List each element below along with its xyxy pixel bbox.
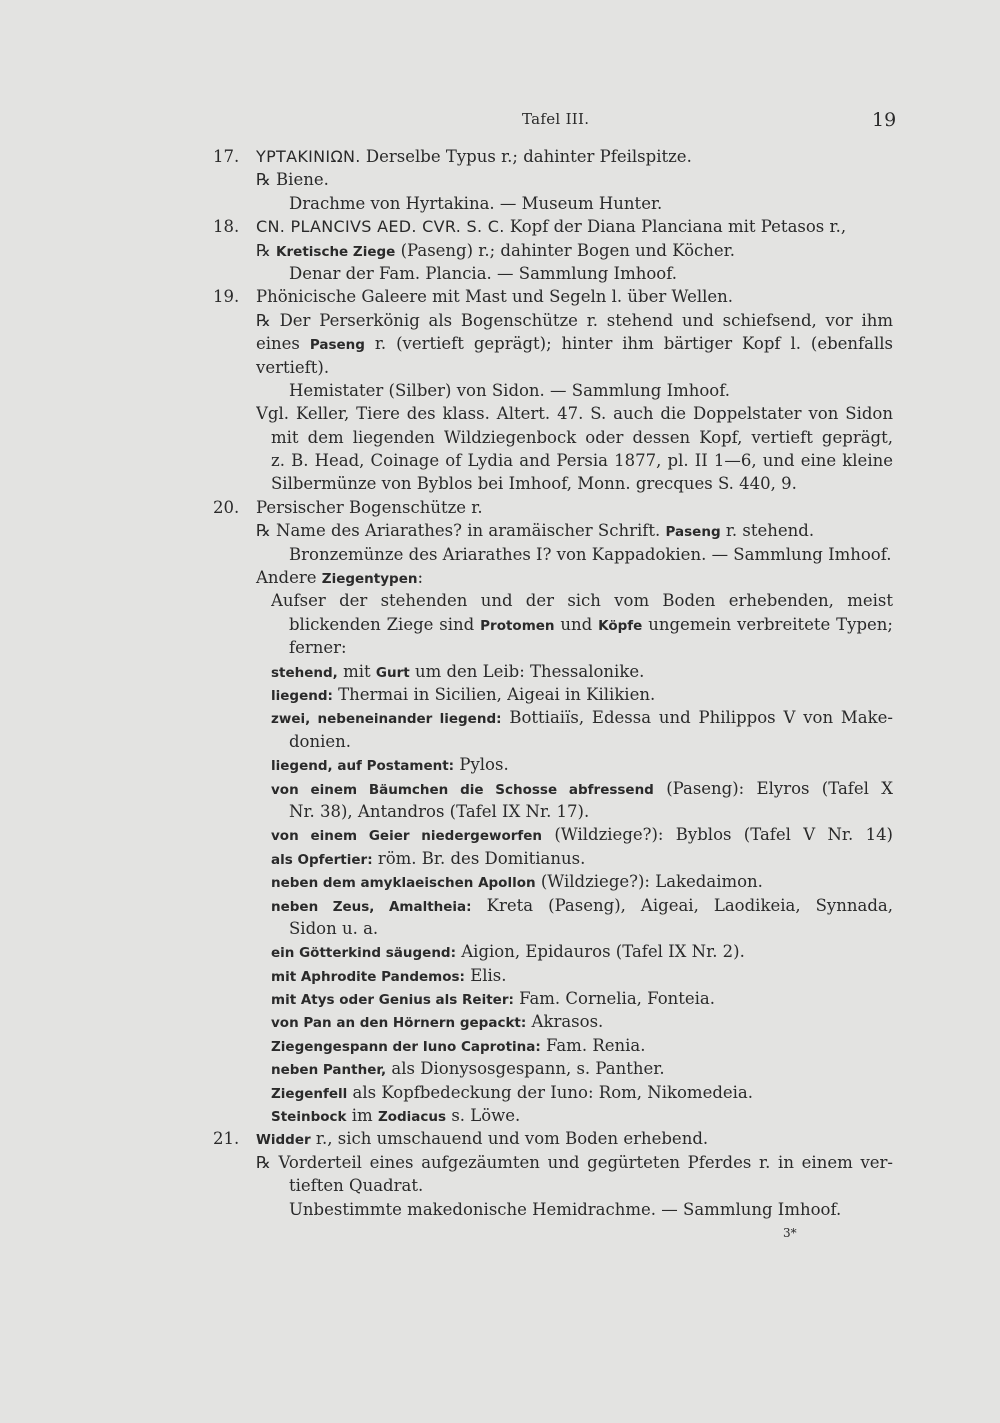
obverse-description: r., sich umschauend und vom Boden erhebend. bbox=[315, 1129, 709, 1149]
text-run: ungemein verbreitete Typen; bbox=[648, 614, 893, 634]
text-run: vertieft). bbox=[256, 357, 330, 377]
text-run: s. Löwe. bbox=[451, 1106, 521, 1126]
reference-line bbox=[213, 472, 903, 495]
obverse-description: Derselbe Typus r.; dahinter Pfeilspitze. bbox=[365, 147, 692, 166]
entry-number: 18. bbox=[213, 217, 240, 237]
keyword: stehend, bbox=[271, 664, 338, 681]
reference-line: Vgl. Keller, Tiere des klass. Altert. 47. S. auch die Doppelstater von Sidon bbox=[256, 404, 893, 424]
type-item-continuation bbox=[213, 917, 903, 940]
text-run: als Kopfbedeckung der Iuno: Rom, Nikomedeia. bbox=[352, 1082, 754, 1102]
page-number: 19 bbox=[872, 109, 897, 131]
text-run: Nr. 38), Antandros (Tafel IX Nr. 17). bbox=[289, 801, 590, 821]
type-item bbox=[213, 1057, 903, 1080]
entry-21-reverse-line: ℞ Vorderteil eines aufgezäumten und gegürteten Pferdes r. in einem ver- bbox=[256, 1152, 893, 1172]
text-run: als Dionysosgespann, s. Panther. bbox=[391, 1059, 665, 1079]
text-run: r. (vertieft geprägt); hinter ihm bärtiger Kopf l. (ebenfalls bbox=[374, 334, 893, 354]
text-run: Akrasos. bbox=[531, 1012, 604, 1032]
text-run: Aigion, Epidauros (Tafel IX Nr. 2). bbox=[461, 942, 745, 962]
text-run: eines bbox=[256, 334, 300, 354]
entry-19-attribution bbox=[213, 379, 903, 402]
text-run: Sidon u. a. bbox=[289, 918, 379, 938]
text-run: Kreta (Paseng), Aigeai, Laodikeia, Synnada, bbox=[486, 895, 893, 915]
text-run: (Wildziege?): Lakedaimon. bbox=[540, 872, 763, 892]
attribution: Hemistater (Silber) von Sidon. — Sammlung Imhoof. bbox=[289, 380, 730, 400]
intro-line bbox=[289, 613, 893, 636]
text-run: Fam. Cornelia, Fonteia. bbox=[519, 989, 716, 1009]
reference-line: mit dem liegenden Wildziegenbock oder dessen Kopf, vertieft geprägt, bbox=[271, 427, 893, 447]
keyword: Steinbock bbox=[271, 1109, 347, 1126]
reverse-keyword: Paseng bbox=[309, 337, 365, 354]
intro-line bbox=[213, 636, 903, 659]
entry-number: 20. bbox=[213, 497, 240, 517]
heading-keyword: Ziegentypen bbox=[321, 571, 418, 588]
keyword: von einem Geier niedergeworfen bbox=[271, 828, 543, 845]
coin-legend: ΥΡΤΑΚΙΝΙΩΝ. bbox=[256, 147, 361, 166]
type-item bbox=[213, 870, 903, 893]
keyword: als Opfertier: bbox=[271, 851, 373, 868]
text-run: tieften Quadrat. bbox=[289, 1176, 424, 1196]
text-run: r. stehend. bbox=[725, 521, 815, 541]
text-run: donien. bbox=[289, 731, 352, 751]
entry-number: 21. bbox=[213, 1129, 240, 1149]
keyword: Zodiacus bbox=[377, 1109, 447, 1126]
reverse-keyword: Kretische Ziege bbox=[276, 243, 396, 260]
attribution: Drachme von Hyrtakina. — Museum Hunter. bbox=[289, 193, 663, 213]
text-run: ℞ Name des Ariarathes? in aramäischer Schrift. bbox=[256, 521, 661, 541]
page-body bbox=[213, 145, 903, 1221]
text-run: mit bbox=[343, 661, 371, 681]
type-item bbox=[213, 987, 903, 1010]
keyword: Protomen bbox=[480, 617, 555, 634]
entry-19-reverse-line bbox=[256, 332, 893, 355]
keyword: ein Götterkind säugend: bbox=[271, 945, 456, 962]
text-run: Andere bbox=[256, 568, 317, 588]
entry-21-attribution bbox=[213, 1198, 903, 1221]
type-item bbox=[271, 823, 893, 846]
type-item bbox=[271, 777, 893, 800]
type-item bbox=[213, 683, 903, 706]
type-item bbox=[213, 660, 903, 683]
type-item bbox=[213, 1104, 903, 1127]
reference-line: z. B. Head, Coinage of Lydia and Persia 1877, pl. II 1—6, und eine kleine bbox=[271, 451, 893, 471]
section-heading bbox=[213, 566, 903, 589]
text-run: (Paseng): Elyros (Tafel X bbox=[666, 778, 893, 798]
keyword: von einem Bäumchen die Schosse abfressend bbox=[271, 781, 654, 798]
entry-17-reverse bbox=[213, 168, 903, 191]
text-run: Elis. bbox=[470, 965, 507, 985]
text-run: um den Leib: Thessalonike. bbox=[414, 661, 645, 681]
text-run: : bbox=[417, 568, 424, 588]
attribution: Unbestimmte makedonische Hemidrachme. — Sammlung Imhoof. bbox=[289, 1199, 842, 1219]
keyword: Gurt bbox=[375, 664, 410, 681]
entry-17-obverse bbox=[213, 145, 903, 168]
obverse-description: Persischer Bogenschütze r. bbox=[256, 497, 483, 517]
type-item bbox=[271, 894, 893, 917]
attribution: Bronzemünze des Ariarathes I? von Kappadokien. — Sammlung Imhoof. bbox=[289, 544, 892, 564]
obverse-description: Phönicische Galeere mit Mast und Segeln l. über Wellen. bbox=[256, 287, 734, 307]
keyword: mit Atys oder Genius als Reiter: bbox=[271, 992, 514, 1009]
signature-mark: 3* bbox=[783, 1226, 797, 1240]
text-run: (Wildziege?): Byblos (Tafel V Nr. 14) bbox=[554, 825, 893, 845]
entry-21-obverse bbox=[213, 1127, 903, 1150]
type-item bbox=[271, 706, 893, 729]
entry-19-reverse-line: ℞ Der Perserkönig als Bogenschütze r. stehend und schiefsend, vor ihm bbox=[256, 310, 893, 330]
keyword: neben Zeus, Amaltheia: bbox=[271, 898, 472, 915]
keyword: zwei, nebeneinander liegend: bbox=[271, 711, 502, 728]
coin-legend: CN. PLANCIVS AED. CVR. S. C. bbox=[256, 217, 505, 237]
type-item-continuation bbox=[213, 730, 903, 753]
running-head: Tafel III. bbox=[522, 110, 590, 128]
keyword: liegend, auf Postament: bbox=[271, 758, 455, 775]
entry-number: 19. bbox=[213, 287, 240, 307]
keyword: liegend: bbox=[271, 687, 333, 704]
text-run: röm. Br. des Domitianus. bbox=[377, 848, 586, 868]
entry-18-obverse bbox=[213, 215, 903, 238]
keyword: Ziegengespann der Iuno Caprotina: bbox=[271, 1038, 541, 1055]
type-item bbox=[213, 1034, 903, 1057]
reverse-description: (Paseng) r.; dahinter Bogen und Köcher. bbox=[400, 240, 735, 260]
type-item bbox=[213, 753, 903, 776]
reverse-keyword: Paseng bbox=[665, 524, 721, 541]
text-run: Bottiaiïs, Edessa und Philippos V von Make- bbox=[509, 708, 893, 728]
obverse-description: Kopf der Diana Planciana mit Petasos r., bbox=[509, 217, 847, 237]
keyword: neben Panther, bbox=[271, 1062, 387, 1079]
entry-18-reverse bbox=[213, 239, 903, 262]
keyword: Widder bbox=[256, 1132, 311, 1149]
type-item bbox=[213, 1010, 903, 1033]
type-item bbox=[213, 964, 903, 987]
intro-line: Aufser der stehenden und der sich vom Boden erhebenden, meist bbox=[271, 591, 893, 611]
type-item bbox=[213, 940, 903, 963]
text-run: ferner: bbox=[289, 638, 347, 658]
text-run: im bbox=[351, 1106, 373, 1126]
keyword: mit Aphrodite Pandemos: bbox=[271, 968, 465, 985]
type-item bbox=[213, 1081, 903, 1104]
text-run: Pylos. bbox=[459, 755, 509, 775]
text-run: Silbermünze von Byblos bei Imhoof, Monn. grecques S. 440, 9. bbox=[271, 474, 797, 494]
text-run: und bbox=[560, 614, 593, 634]
entry-17-attribution bbox=[213, 192, 903, 215]
entry-18-attribution bbox=[213, 262, 903, 285]
type-item-continuation bbox=[213, 800, 903, 823]
text-run: blickenden Ziege sind bbox=[289, 614, 475, 634]
text-run: Thermai in Sicilien, Aigeai in Kilikien. bbox=[338, 684, 656, 704]
entry-20-reverse bbox=[213, 519, 903, 542]
keyword: Köpfe bbox=[598, 617, 643, 634]
keyword: neben dem amyklaeischen Apollon bbox=[271, 875, 536, 892]
entry-number: 17. bbox=[213, 147, 240, 166]
keyword: von Pan an den Hörnern gepackt: bbox=[271, 1015, 527, 1032]
text-run: Fam. Renia. bbox=[546, 1035, 646, 1055]
keyword: Ziegenfell bbox=[271, 1085, 348, 1102]
entry-20-obverse bbox=[213, 496, 903, 519]
reverse-description: ℞ Biene. bbox=[256, 170, 329, 190]
entry-19-reverse-line bbox=[213, 356, 903, 379]
type-item bbox=[213, 847, 903, 870]
entry-21-reverse-line bbox=[213, 1174, 903, 1197]
reverse-symbol: ℞ bbox=[256, 240, 271, 260]
entry-20-attribution bbox=[213, 543, 903, 566]
attribution: Denar der Fam. Plancia. — Sammlung Imhoof. bbox=[289, 263, 677, 283]
entry-19-obverse bbox=[213, 285, 903, 308]
